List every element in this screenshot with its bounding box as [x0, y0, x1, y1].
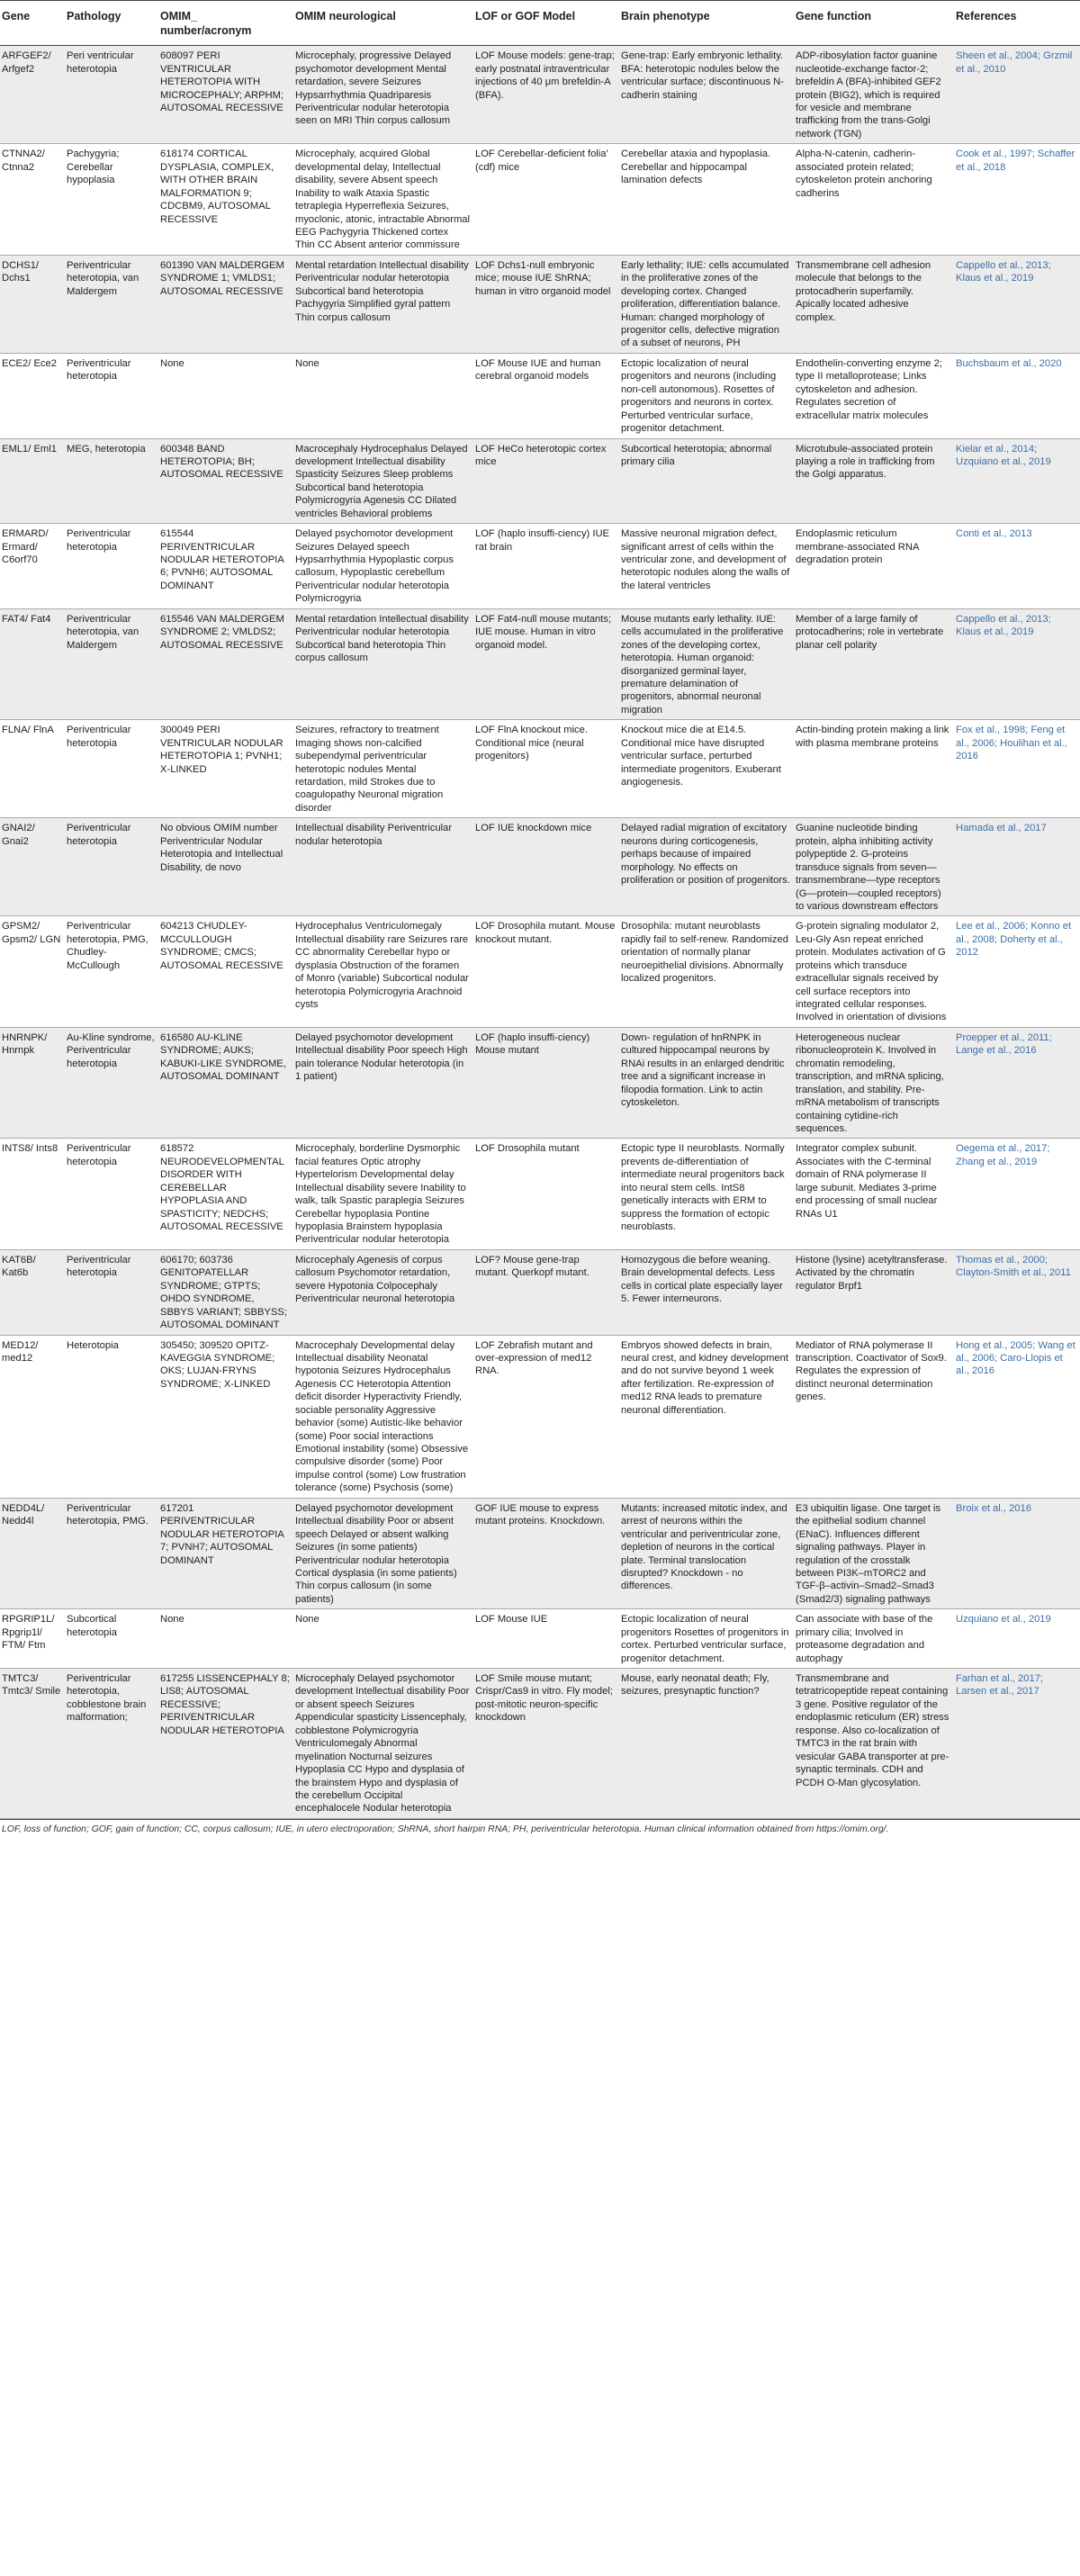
cell-references: Lee et al., 2006; Konno et al., 2008; Doherty et al., 2012 — [954, 916, 1080, 1028]
cell-brain-phenotype: Knockout mice die at E14.5. Conditional mice have disrupted ventricular surface, perturbed intermediate progenitors. Exuberant angiogenesis. — [619, 720, 794, 818]
cell-gene: GNAI2/ Gnai2 — [0, 818, 65, 916]
cell-brain-phenotype: Embryos showed defects in brain, neural crest, and kidney development and do not survive beyond 1 week after fertilization. Re-expression of med12 RNA leads to premature neuronal differentiation. — [619, 1335, 794, 1498]
cell-gene: HNRNPK/ Hnrnpk — [0, 1027, 65, 1139]
cell-references: Cappello et al., 2013; Klaus et al., 2019 — [954, 608, 1080, 720]
cell-pathology: Periventricular heterotopia, PMG. — [65, 1498, 158, 1609]
cell-neurological: Delayed psychomotor development Intellectual disability Poor speech High pain tolerance Nodular heterotopia (in 1 patient) — [293, 1027, 473, 1139]
cell-omim: 618572 NEURODEVELOPMENTAL DISORDER WITH CEREBELLAR HYPOPLASIA AND SPASTICITY; NEDCHS; AUTOSOMAL RECESSIVE — [158, 1139, 293, 1250]
cell-model: LOF Cerebellar-deficient folia' (cdf) mice — [473, 144, 619, 256]
cell-model: LOF (haplo insuffi-ciency) Mouse mutant — [473, 1027, 619, 1139]
cell-omim: 600348 BAND HETEROTOPIA; BH; AUTOSOMAL RECESSIVE — [158, 438, 293, 524]
table-row — [0, 1027, 1080, 1139]
table-row — [0, 1669, 1080, 1819]
table-row — [0, 818, 1080, 916]
cell-omim: 616580 AU-KLINE SYNDROME; AUKS; KABUKI-LIKE SYNDROME, AUTOSOMAL DOMINANT — [158, 1027, 293, 1139]
cell-pathology: Pachygyria; Cerebellar hypoplasia — [65, 144, 158, 256]
cell-model: LOF IUE knockdown mice — [473, 818, 619, 916]
cell-gene: FAT4/ Fat4 — [0, 608, 65, 720]
cell-references: Farhan et al., 2017; Larsen et al., 2017 — [954, 1669, 1080, 1819]
cell-model: LOF Fat4-null mouse mutants; IUE mouse. Human in vitro organoid model. — [473, 608, 619, 720]
cell-model: LOF? Mouse gene-trap mutant. Querkopf mutant. — [473, 1249, 619, 1335]
cell-brain-phenotype: Mutants: increased mitotic index, and arrest of neurons within the ventricular and periventricular zone, depletion of neurons in the cortical plate. Terminal translocation disrupted? Knockdown - no differences. — [619, 1498, 794, 1609]
cell-omim: 615544 PERIVENTRICULAR NODULAR HETEROTOPIA 6; PVNH6; AUTOSOMAL DOMINANT — [158, 524, 293, 609]
cell-neurological: None — [293, 353, 473, 438]
cell-neurological: Macrocephaly Developmental delay Intellectual disability Neonatal hypotonia Seizures Hydrocephalus Agenesis CC Heterotopia Attention deficit disorder Hyperactivity Friendly, sociable personality Aggressive behavior (some) Autistic-like behavior (some) Poor social interactions Emotional instability (some) Obsessive compulsive disorder (some) Poor impulse control (some) Low frustration tolerance (some) Psychosis (some) — [293, 1335, 473, 1498]
cell-brain-phenotype: Ectopic localization of neural progenitors Rosettes of progenitors in cortex. Perturbed ventricular surface, progenitor detachment. — [619, 1609, 794, 1669]
cell-references: Sheen et al., 2004; Grzmil et al., 2010 — [954, 46, 1080, 144]
cell-model: LOF Drosophila mutant. Mouse knockout mutant. — [473, 916, 619, 1028]
cell-neurological: Mental retardation Intellectual disability Periventricular nodular heterotopia Subcortical band heterotopia Thin corpus callosum — [293, 608, 473, 720]
cell-gene-function: Member of a large family of protocadherins; role in vertebrate planar cell polarity — [794, 608, 954, 720]
cell-gene: EML1/ Eml1 — [0, 438, 65, 524]
cell-omim: 300049 PERI VENTRICULAR NODULAR HETEROTOPIA 1; PVNH1; X-LINKED — [158, 720, 293, 818]
cell-pathology: Subcortical heterotopia — [65, 1609, 158, 1669]
cell-omim: 606170; 603736 GENITOPATELLAR SYNDROME; GTPTS; OHDO SYNDROME, SBBYS VARIANT; SBBYSS; AUTOSOMAL DOMINANT — [158, 1249, 293, 1335]
cell-gene-function: Transmembrane and tetratricopeptide repeat containing 3 gene. Positive regulator of the endoplasmic reticulum (ER) stress response. Also co-localization of TMTC3 in the rat brain with vesicular GABA transporter at pre-synaptic terminals. CDH and PCDH O-Man glycosylation. — [794, 1669, 954, 1819]
cell-model: LOF (haplo insuffi-ciency) IUE rat brain — [473, 524, 619, 609]
cell-gene-function: Endoplasmic reticulum membrane-associated RNA degradation protein — [794, 524, 954, 609]
cell-gene-function: Alpha-N-catenin, cadherin-associated protein related; cytoskeleton protein anchoring cadherins — [794, 144, 954, 256]
cell-gene-function: E3 ubiquitin ligase. One target is the epithelial sodium channel (ENaC). Influences different signaling pathways. Player in regulation of the crosstalk between PI3K–mTORC2 and TGF-β–activin–Smad2–Smad3 (Smad2/3) signaling pathways — [794, 1498, 954, 1609]
cell-neurological: Mental retardation Intellectual disability Periventricular nodular heterotopia Subcortical band heterotopia Pachygyria Simplified gyral pattern Thin corpus callosum — [293, 255, 473, 353]
cell-references: Thomas et al., 2000; Clayton-Smith et al., 2011 — [954, 1249, 1080, 1335]
cell-gene-function: G-protein signaling modulator 2, Leu-Gly Asn repeat enriched protein. Modulates activation of G proteins which transduce extracellular signals received by cell surface receptors into integrated cellular responses. Involved in orientation of divisions — [794, 916, 954, 1028]
cell-gene: FLNA/ FlnA — [0, 720, 65, 818]
header-brain-phenotype: Brain phenotype — [619, 1, 794, 46]
cell-references: Buchsbaum et al., 2020 — [954, 353, 1080, 438]
cell-pathology: Heterotopia — [65, 1335, 158, 1498]
table-row — [0, 916, 1080, 1028]
cell-omim: 601390 VAN MALDERGEM SYNDROME 1; VMLDS1; AUTOSOMAL RECESSIVE — [158, 255, 293, 353]
cell-gene-function: Guanine nucleotide binding protein, alpha inhibiting activity polypeptide 2. G-proteins transduce signals from seven—transmembrane—type receptors (G—protein—coupled receptors) to various downstream effectors — [794, 818, 954, 916]
cell-references: Kielar et al., 2014; Uzquiano et al., 2019 — [954, 438, 1080, 524]
header-gene-function: Gene function — [794, 1, 954, 46]
cell-model: LOF Mouse IUE — [473, 1609, 619, 1669]
cell-gene: KAT6B/ Kat6b — [0, 1249, 65, 1335]
cell-gene-function: Endothelin-converting enzyme 2; type II metalloprotease; Links cytoskeleton and adhesion. Regulates secretion of extracellular matrix molecules — [794, 353, 954, 438]
cell-brain-phenotype: Homozygous die before weaning. Brain developmental defects. Less cells in cortical plate especially layer 5. Fewer interneurons. — [619, 1249, 794, 1335]
table-row — [0, 353, 1080, 438]
cell-neurological: Hydrocephalus Ventriculomegaly Intellectual disability rare Seizures rare CC abnormality Cerebellar hypo or dysplasia Obstruction of the foramen of Monro (variable) Subcortical nodular heterotopia Polymicrogyria Arachnoid cysts — [293, 916, 473, 1028]
cell-pathology: Au-Kline syndrome, Periventricular heterotopia — [65, 1027, 158, 1139]
cell-gene: TMTC3/ Tmtc3/ Smile — [0, 1669, 65, 1819]
cell-references: Broix et al., 2016 — [954, 1498, 1080, 1609]
cell-model: LOF Zebrafish mutant and over-expression of med12 RNA. — [473, 1335, 619, 1498]
cell-brain-phenotype: Subcortical heterotopia; abnormal primary cilia — [619, 438, 794, 524]
cell-gene: GPSM2/ Gpsm2/ LGN — [0, 916, 65, 1028]
cell-brain-phenotype: Delayed radial migration of excitatory neurons during corticogenesis, perhaps because of impaired morphology. No effects on proliferation or position of progenitors. — [619, 818, 794, 916]
cell-gene: CTNNA2/ Ctnna2 — [0, 144, 65, 256]
cell-pathology: Periventricular heterotopia — [65, 1249, 158, 1335]
table-row — [0, 1609, 1080, 1669]
cell-brain-phenotype: Ectopic type II neuroblasts. Normally prevents de-differentiation of intermediate neural progenitors back into neural stem cells. IntS8 genetically interacts with ERM to suppress the formation of ectopic neuroblasts. — [619, 1139, 794, 1250]
cell-pathology: Periventricular heterotopia, cobblestone brain malformation; — [65, 1669, 158, 1819]
cell-gene: NEDD4L/ Nedd4l — [0, 1498, 65, 1609]
table-row — [0, 438, 1080, 524]
cell-gene-function: Actin-binding protein making a link with plasma membrane proteins — [794, 720, 954, 818]
cell-model: LOF Dchs1-null embryonic mice; mouse IUE ShRNA; human in vitro organoid model — [473, 255, 619, 353]
cell-references: Cook et al., 1997; Schaffer et al., 2018 — [954, 144, 1080, 256]
cell-gene-function: Microtubule-associated protein playing a role in trafficking from the Golgi apparatus. — [794, 438, 954, 524]
cell-model: LOF FlnA knockout mice. Conditional mice (neural progenitors) — [473, 720, 619, 818]
cell-pathology: Periventricular heterotopia — [65, 1139, 158, 1250]
cell-omim: None — [158, 353, 293, 438]
cell-brain-phenotype: Mouse, early neonatal death; Fly, seizures, presynaptic function? — [619, 1669, 794, 1819]
cell-references: Conti et al., 2013 — [954, 524, 1080, 609]
cell-omim: 305450; 309520 OPITZ-KAVEGGIA SYNDROME; OKS; LUJAN-FRYNS SYNDROME; X-LINKED — [158, 1335, 293, 1498]
cell-neurological: Microcephaly, acquired Global developmental delay, Intellectual disability, severe Absent speech Inability to walk Ataxia Spastic tetraplegia Hyperreflexia Seizures, myoclonic, atonic, intractable Abnormal EEG Pachygyria Thickened cortex Thin CC Absent anterior commissure — [293, 144, 473, 256]
cell-pathology: MEG, heterotopia — [65, 438, 158, 524]
cell-omim: None — [158, 1609, 293, 1669]
table-row — [0, 1249, 1080, 1335]
cell-gene: RPGRIP1L/ Rpgrip1l/ FTM/ Ftm — [0, 1609, 65, 1669]
cell-gene-function: Transmembrane cell adhesion molecule that belongs to the protocadherin superfamily. Apically located adhesive complex. — [794, 255, 954, 353]
cell-gene-function: Heterogeneous nuclear ribonucleoprotein K. Involved in chromatin remodeling, transcription, and mRNA splicing, translation, and stability. Pre-mRNA metabolism of transcripts containing cytidine-rich sequences. — [794, 1027, 954, 1139]
cell-model: GOF IUE mouse to express mutant proteins. Knockdown. — [473, 1498, 619, 1609]
cell-references: Oegema et al., 2017; Zhang et al., 2019 — [954, 1139, 1080, 1250]
header-gene: Gene — [0, 1, 65, 46]
cell-brain-phenotype: Massive neuronal migration defect, significant arrest of cells within the ventricular zone, and development of heterotopic nodules along the walls of the lateral ventricles — [619, 524, 794, 609]
cell-model: LOF HeCo heterotopic cortex mice — [473, 438, 619, 524]
cell-references: Hong et al., 2005; Wang et al., 2006; Caro-Llopis et al., 2016 — [954, 1335, 1080, 1498]
cell-gene: INTS8/ Ints8 — [0, 1139, 65, 1250]
cell-gene: DCHS1/ Dchs1 — [0, 255, 65, 353]
cell-gene-function: Can associate with base of the primary cilia; Involved in proteasome degradation and autophagy — [794, 1609, 954, 1669]
table-footnote: LOF, loss of function; GOF, gain of function; CC, corpus callosum; IUE, in utero electroporation; ShRNA, short hairpin RNA; PH, periventricular heterotopia. Human clinical information obtained from https://omim.org/. — [0, 1819, 1080, 1836]
header-omim-number: OMIM_ number/acronym — [158, 1, 293, 46]
table-row — [0, 608, 1080, 720]
cell-omim: 618174 CORTICAL DYSPLASIA, COMPLEX, WITH OTHER BRAIN MALFORMATION 9; CDCBM9, AUTOSOMAL RECESSIVE — [158, 144, 293, 256]
cell-neurological: Microcephaly Agenesis of corpus callosum Psychomotor retardation, severe Hypotonia Colpocephaly Periventricular neuronal heterotopia — [293, 1249, 473, 1335]
cell-pathology: Periventricular heterotopia — [65, 720, 158, 818]
cell-model: LOF Smile mouse mutant; Crispr/Cas9 in vitro. Fly model; post-mitotic neuron-specific knockdown — [473, 1669, 619, 1819]
cell-pathology: Periventricular heterotopia, PMG, Chudley-McCullough — [65, 916, 158, 1028]
cell-brain-phenotype: Gene-trap: Early embryonic lethality. BFA: heterotopic nodules below the ventricular surface; discontinuous N-cadherin staining — [619, 46, 794, 144]
cell-neurological: Intellectual disability Periventricular nodular heterotopia — [293, 818, 473, 916]
table-row — [0, 1139, 1080, 1250]
cell-neurological: Seizures, refractory to treatment Imaging shows non-calcified subependymal periventricular heterotopic nodules Mental retardation, mild Strokes due to coagulopathy Neuronal migration disorder — [293, 720, 473, 818]
cell-model: LOF Mouse IUE and human cerebral organoid models — [473, 353, 619, 438]
table-row — [0, 255, 1080, 353]
table-row — [0, 524, 1080, 609]
cell-brain-phenotype: Down- regulation of hnRNPK in cultured hippocampal neurons by RNAi results in an enlarged dendritic tree and a significant increase in filopodia formation. Link to actin cytoskeleton. — [619, 1027, 794, 1139]
cell-omim: 615546 VAN MALDERGEM SYNDROME 2; VMLDS2; AUTOSOMAL RECESSIVE — [158, 608, 293, 720]
cell-neurological: None — [293, 1609, 473, 1669]
cell-brain-phenotype: Early lethality; IUE: cells accumulated in the proliferative zones of the developing cortex. Changed proliferation, differentiation balance. Human: changed morphology of progenitor cells, defective migration of a subset of neurons, PH — [619, 255, 794, 353]
cell-gene-function: ADP-ribosylation factor guanine nucleotide-exchange factor-2; brefeldin A (BFA)-inhibited GEF2 protein (BIG2), which is required for vesicle and membrane trafficking from the trans-Golgi network (TGN) — [794, 46, 954, 144]
cell-pathology: Periventricular heterotopia — [65, 524, 158, 609]
table-row — [0, 720, 1080, 818]
cell-references: Uzquiano et al., 2019 — [954, 1609, 1080, 1669]
cell-gene-function: Integrator complex subunit. Associates with the C-terminal domain of RNA polymerase II large subunit. Mediates 3-prime end processing of small nuclear RNAs U1 — [794, 1139, 954, 1250]
header-references: References — [954, 1, 1080, 46]
table-row — [0, 46, 1080, 144]
cell-gene: MED12/ med12 — [0, 1335, 65, 1498]
cell-omim: 617201 PERIVENTRICULAR NODULAR HETEROTOPIA 7; PVNH7; AUTOSOMAL DOMINANT — [158, 1498, 293, 1609]
cell-pathology: Periventricular heterotopia — [65, 818, 158, 916]
cell-pathology: Periventricular heterotopia, van Maldergem — [65, 608, 158, 720]
cell-model: LOF Drosophila mutant — [473, 1139, 619, 1250]
cell-omim: No obvious OMIM number Periventricular Nodular Heterotopia and Intellectual Disability, de novo — [158, 818, 293, 916]
cell-brain-phenotype: Drosophila: mutant neuroblasts rapidly fail to self-renew. Randomized orientation of normally planar neuroepithelial divisions. Abnormally localized progenitors. — [619, 916, 794, 1028]
cell-omim: 604213 CHUDLEY-MCCULLOUGH SYNDROME; CMCS; AUTOSOMAL RECESSIVE — [158, 916, 293, 1028]
cell-references: Fox et al., 1998; Feng et al., 2006; Houlihan et al., 2016 — [954, 720, 1080, 818]
cell-omim: 608097 PERI VENTRICULAR HETEROTOPIA WITH MICROCEPHALY; ARPHM; AUTOSOMAL RECESSIVE — [158, 46, 293, 144]
cell-references: Proepper et al., 2011; Lange et al., 2016 — [954, 1027, 1080, 1139]
cell-gene: ERMARD/ Ermard/ C6orf70 — [0, 524, 65, 609]
header-model: LOF or GOF Model — [473, 1, 619, 46]
cell-neurological: Microcephaly, progressive Delayed psychomotor development Mental retardation, severe Seizures Hypsarrhythmia Quadriparesis Periventricular nodular heterotopia seen on MRI Thin corpus callosum — [293, 46, 473, 144]
header-omim-neurological: OMIM neurological — [293, 1, 473, 46]
header-pathology: Pathology — [65, 1, 158, 46]
table-row — [0, 1335, 1080, 1498]
cell-omim: 617255 LISSENCEPHALY 8; LIS8; AUTOSOMAL RECESSIVE; PERIVENTRICULAR NODULAR HETEROTOPIA — [158, 1669, 293, 1819]
cell-neurological: Delayed psychomotor development Seizures Delayed speech Hypsarrhythmia Hypoplastic corpus callosum, Hypoplastic cerebellum Periventricular nodular heterotopia Polymicrogyria — [293, 524, 473, 609]
cell-gene: ARFGEF2/ Arfgef2 — [0, 46, 65, 144]
cell-pathology: Periventricular heterotopia, van Maldergem — [65, 255, 158, 353]
table-row — [0, 144, 1080, 256]
cell-neurological: Microcephaly, borderline Dysmorphic facial features Optic atrophy Hypertelorism Developmental delay Intellectual disability severe Inability to walk, talk Spastic paraplegia Seizures Cerebellar hypoplasia Pontine hypoplasia Brainstem hypoplasia Periventricular nodular heterotopia — [293, 1139, 473, 1250]
cell-gene-function: Mediator of RNA polymerase II transcription. Coactivator of Sox9. Regulates the expression of distinct neuronal determination genes. — [794, 1335, 954, 1498]
table-row — [0, 1498, 1080, 1609]
cell-pathology: Peri ventricular heterotopia — [65, 46, 158, 144]
cell-references: Hamada et al., 2017 — [954, 818, 1080, 916]
cell-neurological: Delayed psychomotor development Intellectual disability Poor or absent speech Delayed or absent walking Seizures (in some patients) Periventricular nodular heterotopia Cortical dysplasia (in some patients) Thin corpus callosum (in some patients) — [293, 1498, 473, 1609]
cell-neurological: Microcephaly Delayed psychomotor development Intellectual disability Poor or absent speech Seizures Appendicular spasticity Lissencephaly, cobblestone Polymicrogyria Ventriculomegaly Abnormal myelination Nocturnal seizures Hypoplasia CC Hypo and dysplasia of the brainstem Hypo and dysplasia of the cerebellum Occipital encephalocele Nodular heterotopia — [293, 1669, 473, 1819]
cell-gene-function: Histone (lysine) acetyltransferase. Activated by the chromatin regulator Brpf1 — [794, 1249, 954, 1335]
cell-brain-phenotype: Mouse mutants early lethality. IUE: cells accumulated in the proliferative zones of the developing cortex, heterotopia. Human organoid: disorganized germinal layer, premature delamination of progenitors, abnormal neuronal migration — [619, 608, 794, 720]
cell-pathology: Periventricular heterotopia — [65, 353, 158, 438]
cell-brain-phenotype: Ectopic localization of neural progenitors and neurons (including non-cell autonomous). Rosettes of progenitors and neurons in cortex. Perturbed ventricular surface, progenitor detachment. — [619, 353, 794, 438]
cell-references: Cappello et al., 2013; Klaus et al., 2019 — [954, 255, 1080, 353]
table-body — [0, 46, 1080, 1819]
cell-brain-phenotype: Cerebellar ataxia and hypoplasia. Cerebellar and hippocampal lamination defects — [619, 144, 794, 256]
cell-gene: ECE2/ Ece2 — [0, 353, 65, 438]
header-row — [0, 1, 1080, 46]
cell-neurological: Macrocephaly Hydrocephalus Delayed development Intellectual disability Spasticity Seizures Sleep problems Subcortical band heterotopia Polymicrogyria Agenesis CC Dilated ventricles Behavioral problems — [293, 438, 473, 524]
cell-model: LOF Mouse models: gene-trap; early postnatal intraventricular injections of 40 μm brefeldin-A (BFA). — [473, 46, 619, 144]
